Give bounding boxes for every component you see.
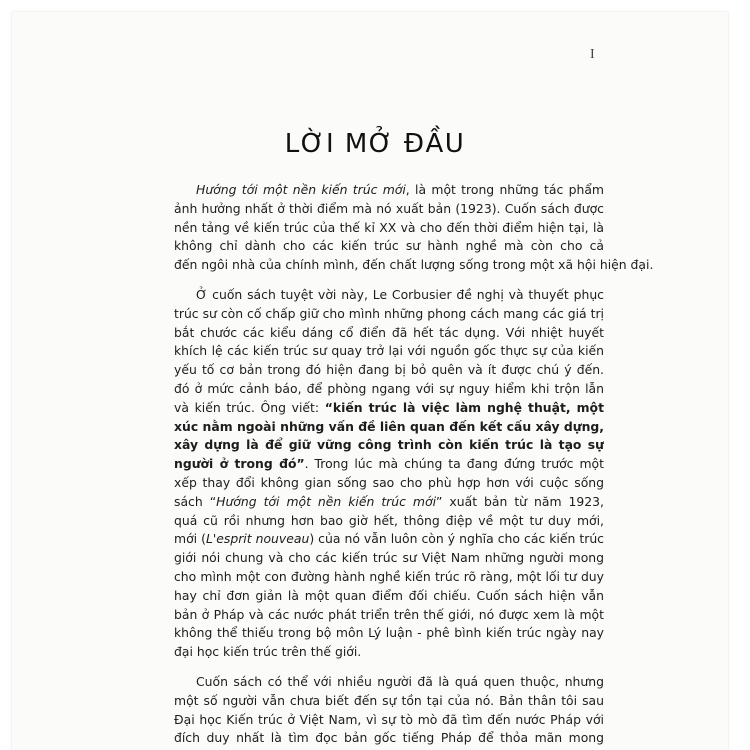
text-line (174, 399, 604, 418)
text-line: ảnh hưởng nhất ở thời điểm mà nó xuất bản (1923). Cuốn sách được (174, 200, 604, 216)
text-line: nền tảng về kiến trúc của thế kỉ XX và cho đến thời điểm hiện tại, là (174, 219, 604, 235)
paragraph-gap (174, 662, 604, 673)
paragraph-gap (174, 275, 604, 286)
text-line: không chỉ dành cho các kiến trúc sư hành nghề mà còn cho cả (174, 238, 604, 254)
text-line: bản ở Pháp và các nước phát triển trên thế giới, nó được xem là một (174, 606, 604, 622)
text-line: đại học kiến trúc trên thế giới. (174, 644, 362, 660)
text-line: quá cũ rồi nhưng hơn bao giờ hết, thông điệp về một tư duy mới, (174, 512, 604, 528)
text-span: ) của nó vẫn luôn còn ý nghĩa cho các kiến trúc (309, 531, 604, 547)
text-line: Cuốn sách có thể với nhiều người đã là quá quen thuộc, nhưng (196, 673, 604, 689)
text-line: đích duy nhất là tìm đọc bản gốc tiếng Pháp để thỏa mãn mong (174, 730, 604, 746)
text-line: đó ở mức cảnh báo, để phòng ngang với sự nguy hiểm khi trộn lẫn (174, 380, 604, 396)
page-title: LỜI MỞ ĐẦU (284, 129, 466, 159)
text-line: giới nói chung và cho các kiến trúc sư Việt Nam những người mong (174, 550, 604, 566)
quote-bold: người ở trong đó” (174, 456, 305, 472)
quote-bold-line: xúc nằm ngoài những vấn đề liên quan đến kết cấu xây dựng, (174, 418, 604, 434)
page-number: I (590, 47, 595, 62)
text-span: mới ( (174, 531, 206, 547)
text-span: . Trong lúc mà chúng ta đang đứng trước một (304, 456, 604, 472)
text-span: , là một trong những tác phẩm (405, 182, 604, 197)
text-line: bắt chước các kiểu dáng cổ điển đã hết tác dụng. Với nhiệt huyết (174, 324, 604, 340)
text-line: Ở cuốn sách tuyệt vời này, Le Corbusier đề nghị và thuyết phục (196, 286, 604, 302)
text-line (174, 455, 604, 474)
text-line: khích lệ các kiến trúc sư quay trở lại với nguồn gốc thực sự của kiến (174, 343, 604, 359)
paragraph-1 (174, 181, 654, 275)
text-line: trúc sư còn cố chấp giữ cho mình những phong cách mang các giá trị (174, 305, 604, 321)
text-line (174, 530, 604, 549)
term-italic: L'esprit nouveau (205, 531, 310, 547)
text-line: đến ngôi nhà của chính mình, đến chất lượng sống trong một xã hội hiện đại. (174, 257, 654, 273)
paragraph-2 (174, 286, 604, 662)
text-line: yếu tố cơ bản trong đó hiện đang bị bỏ quên và ít được chú ý đến. (174, 362, 604, 378)
book-title-italic: Hướng tới một nền kiến trúc mới (216, 493, 437, 509)
quote-bold: “kiến trúc là việc làm nghệ thuật, một (324, 399, 604, 415)
text-line: Đại học Kiến trúc ở Việt Nam, vì sự tò mò đã tìm đến nước Pháp với (174, 711, 604, 727)
text-line: xếp thay đổi không gian sống sao cho phù hợp hơn với cuộc sống (174, 474, 604, 490)
text-span: và kiến trúc. Ông viết: (174, 399, 325, 415)
text-span: sách “ (174, 493, 217, 509)
text-line: cho mình một con đường hành nghề kiến trúc rõ ràng, một lối tư duy (174, 568, 604, 584)
paragraph-3 (174, 673, 604, 748)
body-text (174, 181, 654, 748)
text-line: hay chỉ đơn giản là một quan điểm đối chiếu. Cuốn sách hiện vẫn (174, 587, 604, 603)
book-title-italic: Hướng tới một nền kiến trúc mới (196, 182, 406, 197)
text-line: không thể thiếu trong bộ môn Lý luận - phê bình kiến trúc ngày nay (174, 625, 604, 641)
quote-bold-line: xây dựng là để giữ vững công trình còn kiến trúc là tạo sự (174, 437, 604, 453)
text-line: một số người vẫn chưa biết đến sự tồn tại của nó. Bản thân tôi sau (174, 692, 604, 708)
text-span: ” xuất bản từ năm 1923, (436, 493, 604, 509)
text-line (174, 493, 604, 512)
text-line (174, 181, 604, 200)
